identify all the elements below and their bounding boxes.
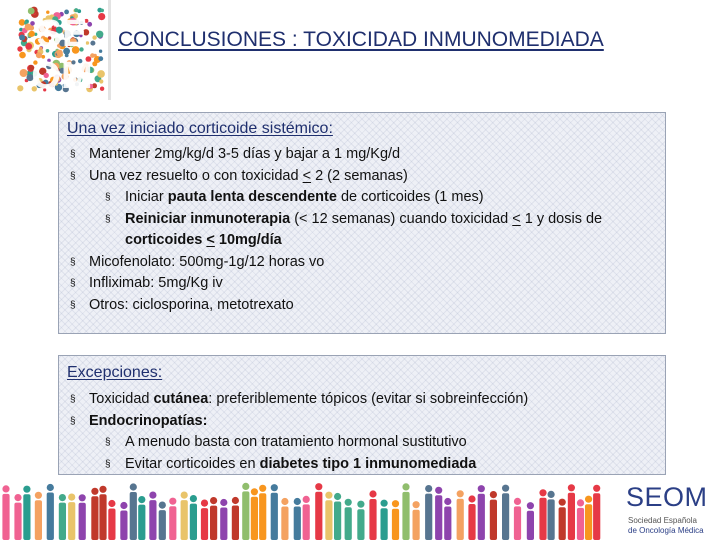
list-item: § Evitar corticoides en diabetes tipo 1 inmunomediada [59, 454, 665, 476]
bullet-icon: § [70, 278, 76, 289]
person-figure [181, 492, 188, 540]
logo-dot [98, 13, 105, 20]
logo-dot [17, 46, 22, 51]
logo-dot [19, 35, 25, 41]
logo-dot [17, 85, 23, 91]
corticoid-list [59, 144, 665, 316]
header-divider [108, 0, 111, 100]
list-item: § Otros: ciclosporina, metotrexato [59, 295, 665, 317]
bullet-icon: § [105, 213, 111, 225]
person-figure [91, 488, 98, 540]
list-item: § Una vez resuelto o con toxicidad < 2 (2 semanas) [59, 166, 665, 188]
list-item: § Iniciar pauta lenta descendente de corticoides (1 mes) [59, 187, 665, 209]
logo-text-bottom: OM [31, 55, 93, 94]
bullet-icon: § [105, 437, 111, 448]
list-item: § Toxicidad cutánea: preferiblemente tópicos (evitar si sobreinfección) [59, 389, 665, 411]
person-figure [47, 484, 54, 540]
person-figure [357, 501, 364, 540]
person-figure [502, 485, 509, 540]
person-figure [232, 497, 239, 540]
logo-dot [20, 69, 28, 77]
logo-dot [98, 56, 103, 61]
person-figure [59, 494, 66, 540]
person-figure [259, 485, 266, 540]
person-figure [210, 497, 217, 540]
logo-dot [29, 31, 35, 37]
person-figure [527, 502, 534, 540]
bullet-icon: § [70, 299, 76, 311]
logo-dot [19, 52, 26, 59]
bullet-icon: § [70, 415, 76, 427]
person-figure [220, 499, 227, 540]
person-figure [23, 486, 30, 540]
bullet-icon: § [105, 458, 111, 470]
logo-dot [92, 61, 97, 66]
bullet-icon: § [105, 192, 111, 203]
person-figure [577, 499, 584, 540]
person-figure [281, 498, 288, 540]
person-figure [130, 483, 137, 540]
person-figure [79, 494, 86, 540]
person-figure [190, 495, 197, 540]
person-figure [149, 492, 156, 540]
person-figure [593, 485, 600, 540]
person-figure [435, 487, 442, 540]
seom-subtitle-2: de Oncología Médica [628, 526, 704, 535]
person-figure [14, 494, 21, 540]
person-figure [392, 500, 399, 540]
person-figure [457, 490, 464, 540]
logo-dot [100, 9, 104, 13]
logo-dot [74, 8, 78, 12]
list-item: § Micofenolato: 500mg-1g/12 horas vo [59, 252, 665, 274]
person-figure [2, 485, 9, 540]
logo-dot [99, 50, 102, 53]
person-figure [303, 496, 310, 540]
person-figure [568, 484, 575, 540]
people-crowd-decoration [0, 478, 610, 540]
logo-dot [87, 22, 92, 27]
logo-dot [90, 41, 95, 46]
person-figure [559, 499, 566, 540]
exceptions-list [59, 389, 665, 475]
person-figure [585, 496, 592, 540]
person-figure [548, 491, 555, 540]
logo-text-top: SE [36, 13, 88, 55]
person-figure [369, 490, 376, 540]
person-figure [138, 496, 145, 540]
logo-dot [92, 35, 96, 39]
seom-footer-logo [626, 482, 712, 538]
corticoid-heading: Una vez iniciado corticoide sistémico: [67, 120, 333, 137]
person-figure [381, 500, 388, 540]
person-figure [294, 498, 301, 540]
logo-dot [28, 8, 35, 15]
logo-dot [25, 24, 32, 31]
person-figure [169, 498, 176, 540]
person-figure [271, 484, 278, 540]
list-item: § Mantener 2mg/kg/d 3-5 días y bajar a 1 mg/Kg/d [59, 144, 665, 166]
person-figure [68, 494, 75, 540]
person-figure [35, 492, 42, 540]
seom-logo [16, 6, 108, 94]
person-figure [478, 485, 485, 540]
person-figure [468, 495, 475, 540]
person-figure [315, 483, 322, 540]
logo-dot [25, 43, 32, 50]
page-title: CONCLUSIONES : TOXICIDAD INMUNOMEDIADA [118, 28, 604, 51]
person-figure [159, 502, 166, 540]
person-figure [201, 500, 208, 540]
person-figure [334, 493, 341, 540]
logo-dot [100, 87, 104, 91]
person-figure [402, 483, 409, 540]
bullet-icon: § [70, 149, 76, 160]
person-figure [490, 491, 497, 540]
exceptions-heading: Excepciones: [67, 364, 163, 381]
list-item: § Endocrinopatías: [59, 411, 665, 433]
person-figure [325, 492, 332, 540]
bullet-icon: § [70, 170, 76, 182]
list-item: § A menudo basta con tratamiento hormonal sustitutivo [59, 432, 665, 454]
person-figure [345, 499, 352, 540]
seom-subtitle-1: Sociedad Española [628, 516, 697, 525]
person-figure [444, 498, 451, 540]
logo-dot [97, 70, 105, 78]
person-figure [251, 488, 258, 540]
seom-wordmark: SEOM [626, 482, 708, 512]
person-figure [242, 483, 249, 540]
bullet-icon: § [70, 256, 76, 268]
person-figure [539, 489, 546, 540]
person-figure [108, 500, 115, 540]
list-item: § Reiniciar inmunoterapia (< 12 semanas) cuando toxicidad < 1 y dosis de corticoides < 10mg/día [105, 210, 603, 248]
list-item: § Infliximab: 5mg/Kg iv [59, 273, 665, 295]
person-figure [120, 502, 127, 540]
person-figure [514, 498, 521, 540]
bullet-icon: § [70, 394, 76, 405]
person-figure [99, 486, 106, 540]
logo-dot [96, 31, 103, 38]
person-figure [425, 485, 432, 540]
logo-dot [99, 79, 103, 83]
corticoid-box [58, 112, 666, 334]
exceptions-box [58, 355, 666, 475]
person-figure [413, 501, 420, 540]
